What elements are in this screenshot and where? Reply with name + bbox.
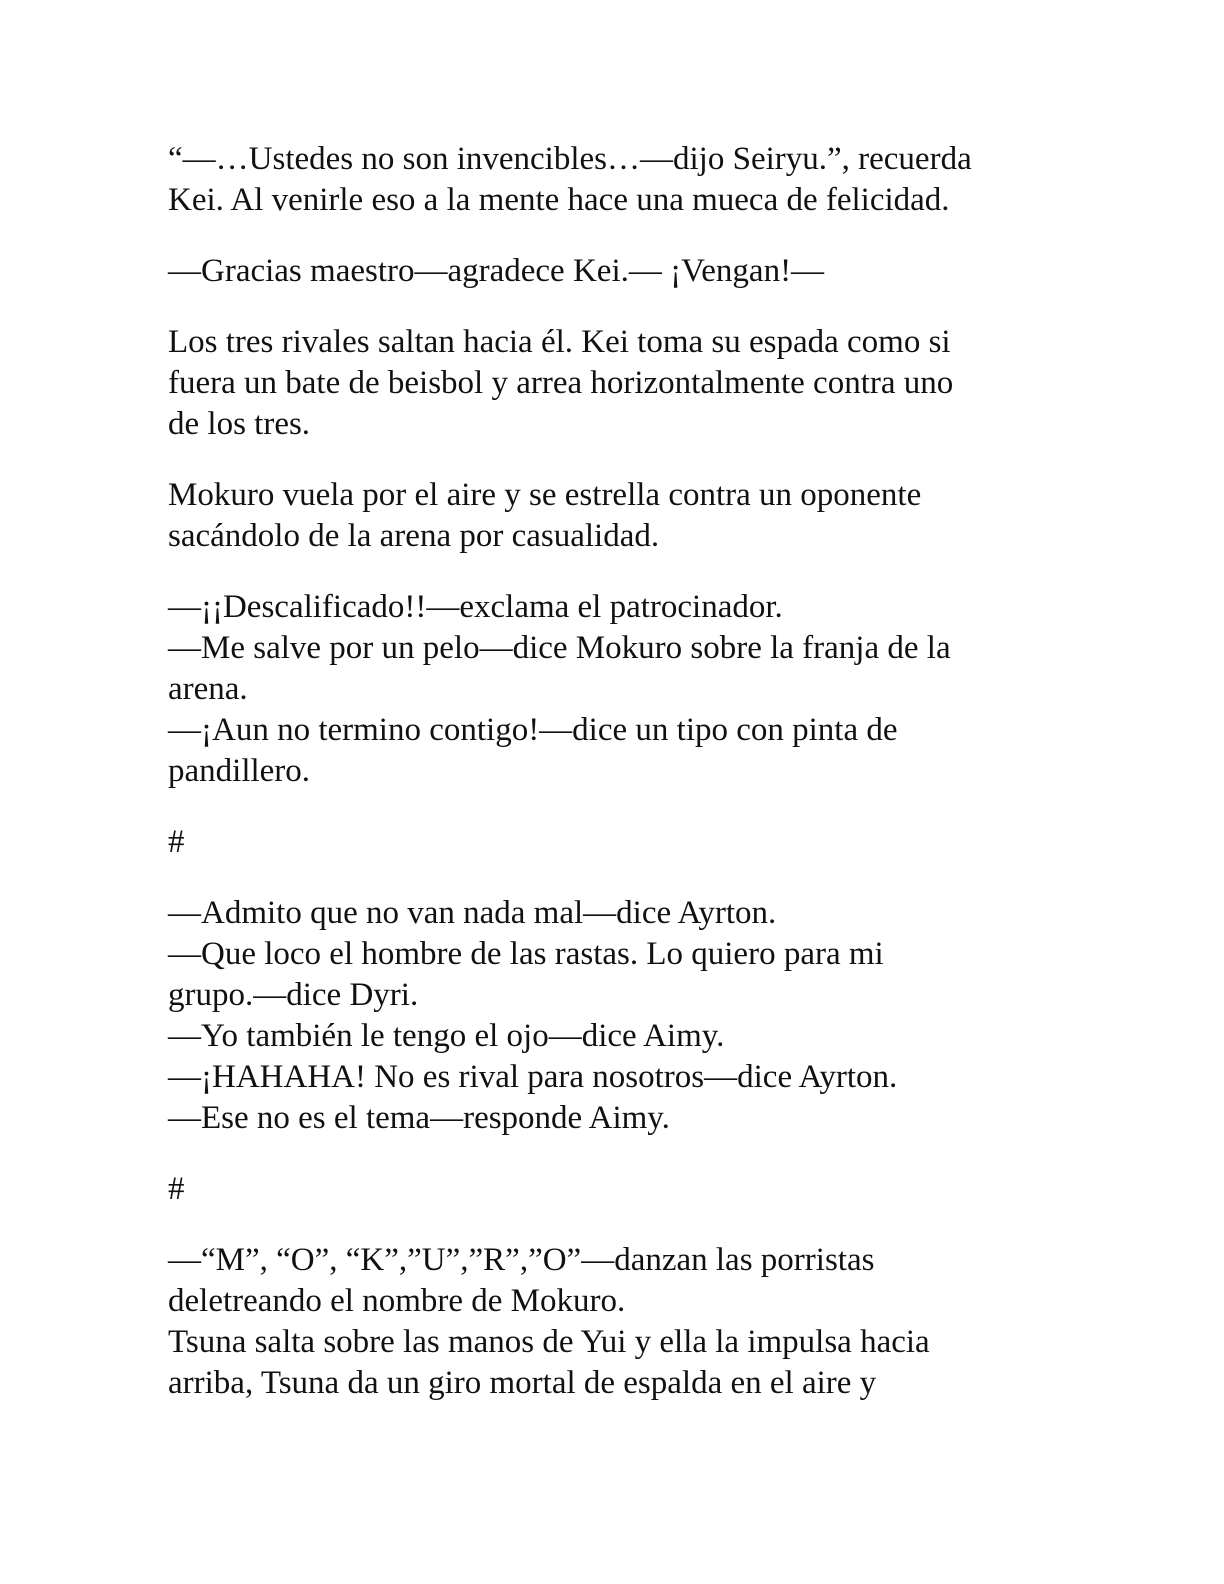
- text-line: —Gracias maestro—agradece Kei.— ¡Vengan!—: [168, 253, 825, 289]
- text-line: —Que loco el hombre de las rastas. Lo quiero para mi: [168, 936, 884, 972]
- text-line: Kei. Al venirle eso a la mente hace una mueca de felicidad.: [168, 182, 950, 218]
- text-line: —¡¡Descalificado!!—exclama el patrocinador.: [168, 589, 783, 625]
- text-line: pandillero.: [168, 753, 311, 789]
- paragraph-cheerleaders: [168, 1240, 1058, 1404]
- text-line: —¡Aun no termino contigo!—dice un tipo con pinta de: [168, 712, 898, 748]
- paragraph-rivals-jump: [168, 322, 1058, 445]
- paragraph-kei-thanks: [168, 251, 1058, 292]
- paragraph-seiryu-memory: [168, 139, 1058, 221]
- text-line: —Yo también le tengo el ojo—dice Aimy.: [168, 1018, 725, 1054]
- text-line: deletreando el nombre de Mokuro.: [168, 1283, 626, 1319]
- text-line: grupo.—dice Dyri.: [168, 977, 419, 1013]
- text-line: de los tres.: [168, 406, 311, 442]
- text-line: Los tres rivales saltan hacia él. Kei toma su espada como si: [168, 324, 951, 360]
- scene-separator: [168, 822, 1058, 863]
- text-line: —Ese no es el tema—responde Aimy.: [168, 1100, 670, 1136]
- text-line: —“M”, “O”, “K”,”U”,”R”,”O”—danzan las porristas: [168, 1242, 875, 1278]
- text-line: —Admito que no van nada mal—dice Ayrton.: [168, 895, 777, 931]
- text-line: Tsuna salta sobre las manos de Yui y ella la impulsa hacia: [168, 1324, 930, 1360]
- separator-mark: #: [168, 824, 185, 860]
- text-line: arena.: [168, 671, 248, 707]
- text-line: fuera un bate de beisbol y arrea horizontalmente contra uno: [168, 365, 954, 401]
- text-line: —¡HAHAHA! No es rival para nosotros—dice Ayrton.: [168, 1059, 898, 1095]
- text-line: —Me salve por un pelo—dice Mokuro sobre la franja de la: [168, 630, 951, 666]
- paragraph-ayrton-dialogue: [168, 893, 1058, 1139]
- text-line: “—…Ustedes no son invencibles…—dijo Seiryu.”, recuerda: [168, 141, 972, 177]
- text-line: sacándolo de la arena por casualidad.: [168, 518, 660, 554]
- paragraph-disqualified-dialogue: [168, 587, 1058, 792]
- text-line: Mokuro vuela por el aire y se estrella contra un oponente: [168, 477, 922, 513]
- paragraph-mokuro-flies: [168, 475, 1058, 557]
- scene-separator: [168, 1169, 1058, 1210]
- document-body: [168, 139, 1058, 1434]
- text-line: arriba, Tsuna da un giro mortal de espalda en el aire y: [168, 1365, 877, 1401]
- separator-mark: #: [168, 1171, 185, 1207]
